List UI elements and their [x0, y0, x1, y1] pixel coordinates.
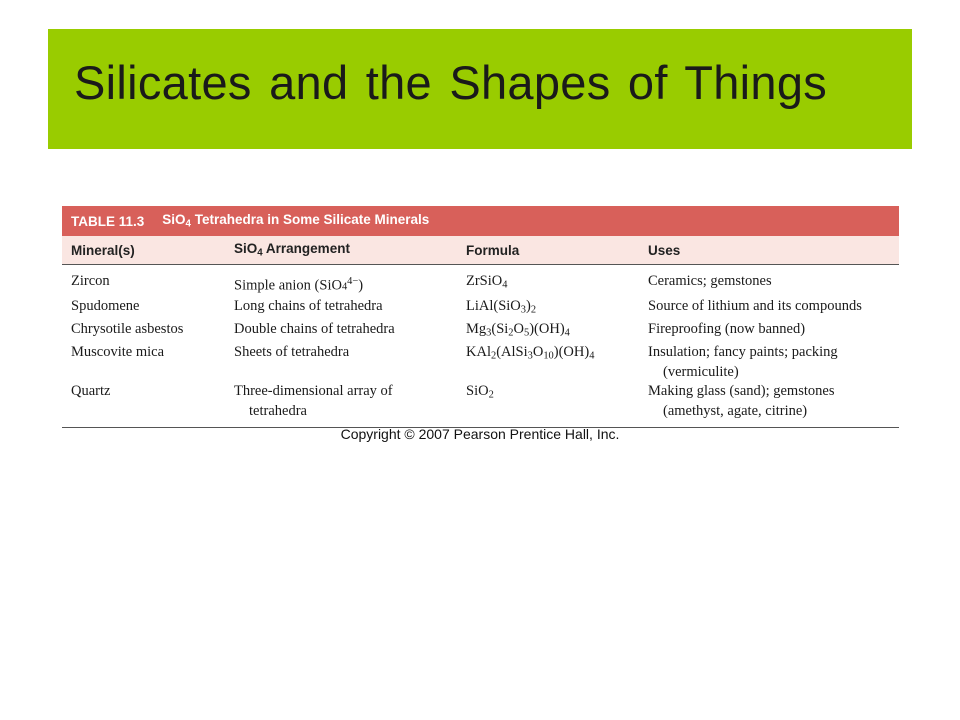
uses-cell: Ceramics; gemstones	[648, 273, 772, 289]
arrangement-cell: Sheets of tetrahedra	[234, 344, 350, 361]
title-bar	[48, 29, 912, 149]
uses-cell: Fireproofing (now banned)	[648, 321, 806, 338]
table-body	[62, 265, 899, 428]
formula-cell: $Mg_3(Si_2O_5)(OH)_4$	[466, 321, 570, 339]
table-number: TABLE 11.3	[71, 213, 145, 229]
mineral-cell: Chrysotile asbestos	[71, 321, 184, 338]
formula-cell: ZrSiO$_4$	[466, 273, 508, 291]
table-row	[62, 320, 899, 343]
arrangement-cell: Simple anion $(SiO4^{4-})$	[234, 276, 364, 294]
copyright-notice: Copyright © 2007 Pearson Prentice Hall, Inc.	[340, 426, 620, 442]
arrangement-cell: Three-dimensional array of tetrahedra	[234, 383, 393, 419]
table-caption	[62, 206, 899, 236]
header-mineral: Mineral(s)	[71, 242, 135, 258]
arrangement-cell: Double chains of tetrahedra	[234, 321, 395, 338]
uses-cell: Making glass (sand); gemstones (amethyst, agate, citrine)	[648, 383, 835, 419]
table-header-row	[62, 236, 899, 265]
uses-cell: Insulation; fancy paints; packing (vermiculite)	[648, 344, 838, 380]
slide-title: Silicates and the Shapes of Things	[74, 56, 828, 109]
mineral-cell: Quartz	[71, 383, 111, 400]
table-row	[62, 265, 899, 297]
uses-cell: Source of lithium and its compounds	[648, 298, 862, 315]
formula-cell: $KAl_2(AlSi_3O_{10})(OH)_4$	[466, 344, 595, 363]
table-row	[62, 297, 899, 320]
header-uses: Uses	[648, 242, 681, 258]
arrangement-cell: Long chains of tetrahedra	[234, 298, 383, 315]
silicate-table	[62, 206, 899, 428]
table-row	[62, 382, 899, 428]
formula-cell: SiO$_2$	[466, 383, 494, 402]
table-row	[62, 343, 899, 382]
mineral-cell: Muscovite mica	[71, 344, 165, 361]
header-arrangement: SiO$_4$ Arrangement	[234, 241, 350, 259]
header-formula: Formula	[466, 242, 520, 258]
mineral-cell: Spudomene	[71, 298, 140, 315]
table-caption-title: SiO$_4$ Tetrahedra in Some Silicate Minerals	[162, 212, 430, 230]
mineral-cell: Zircon	[71, 273, 110, 289]
formula-cell: $LiAl(SiO_3)_2$	[466, 298, 537, 316]
